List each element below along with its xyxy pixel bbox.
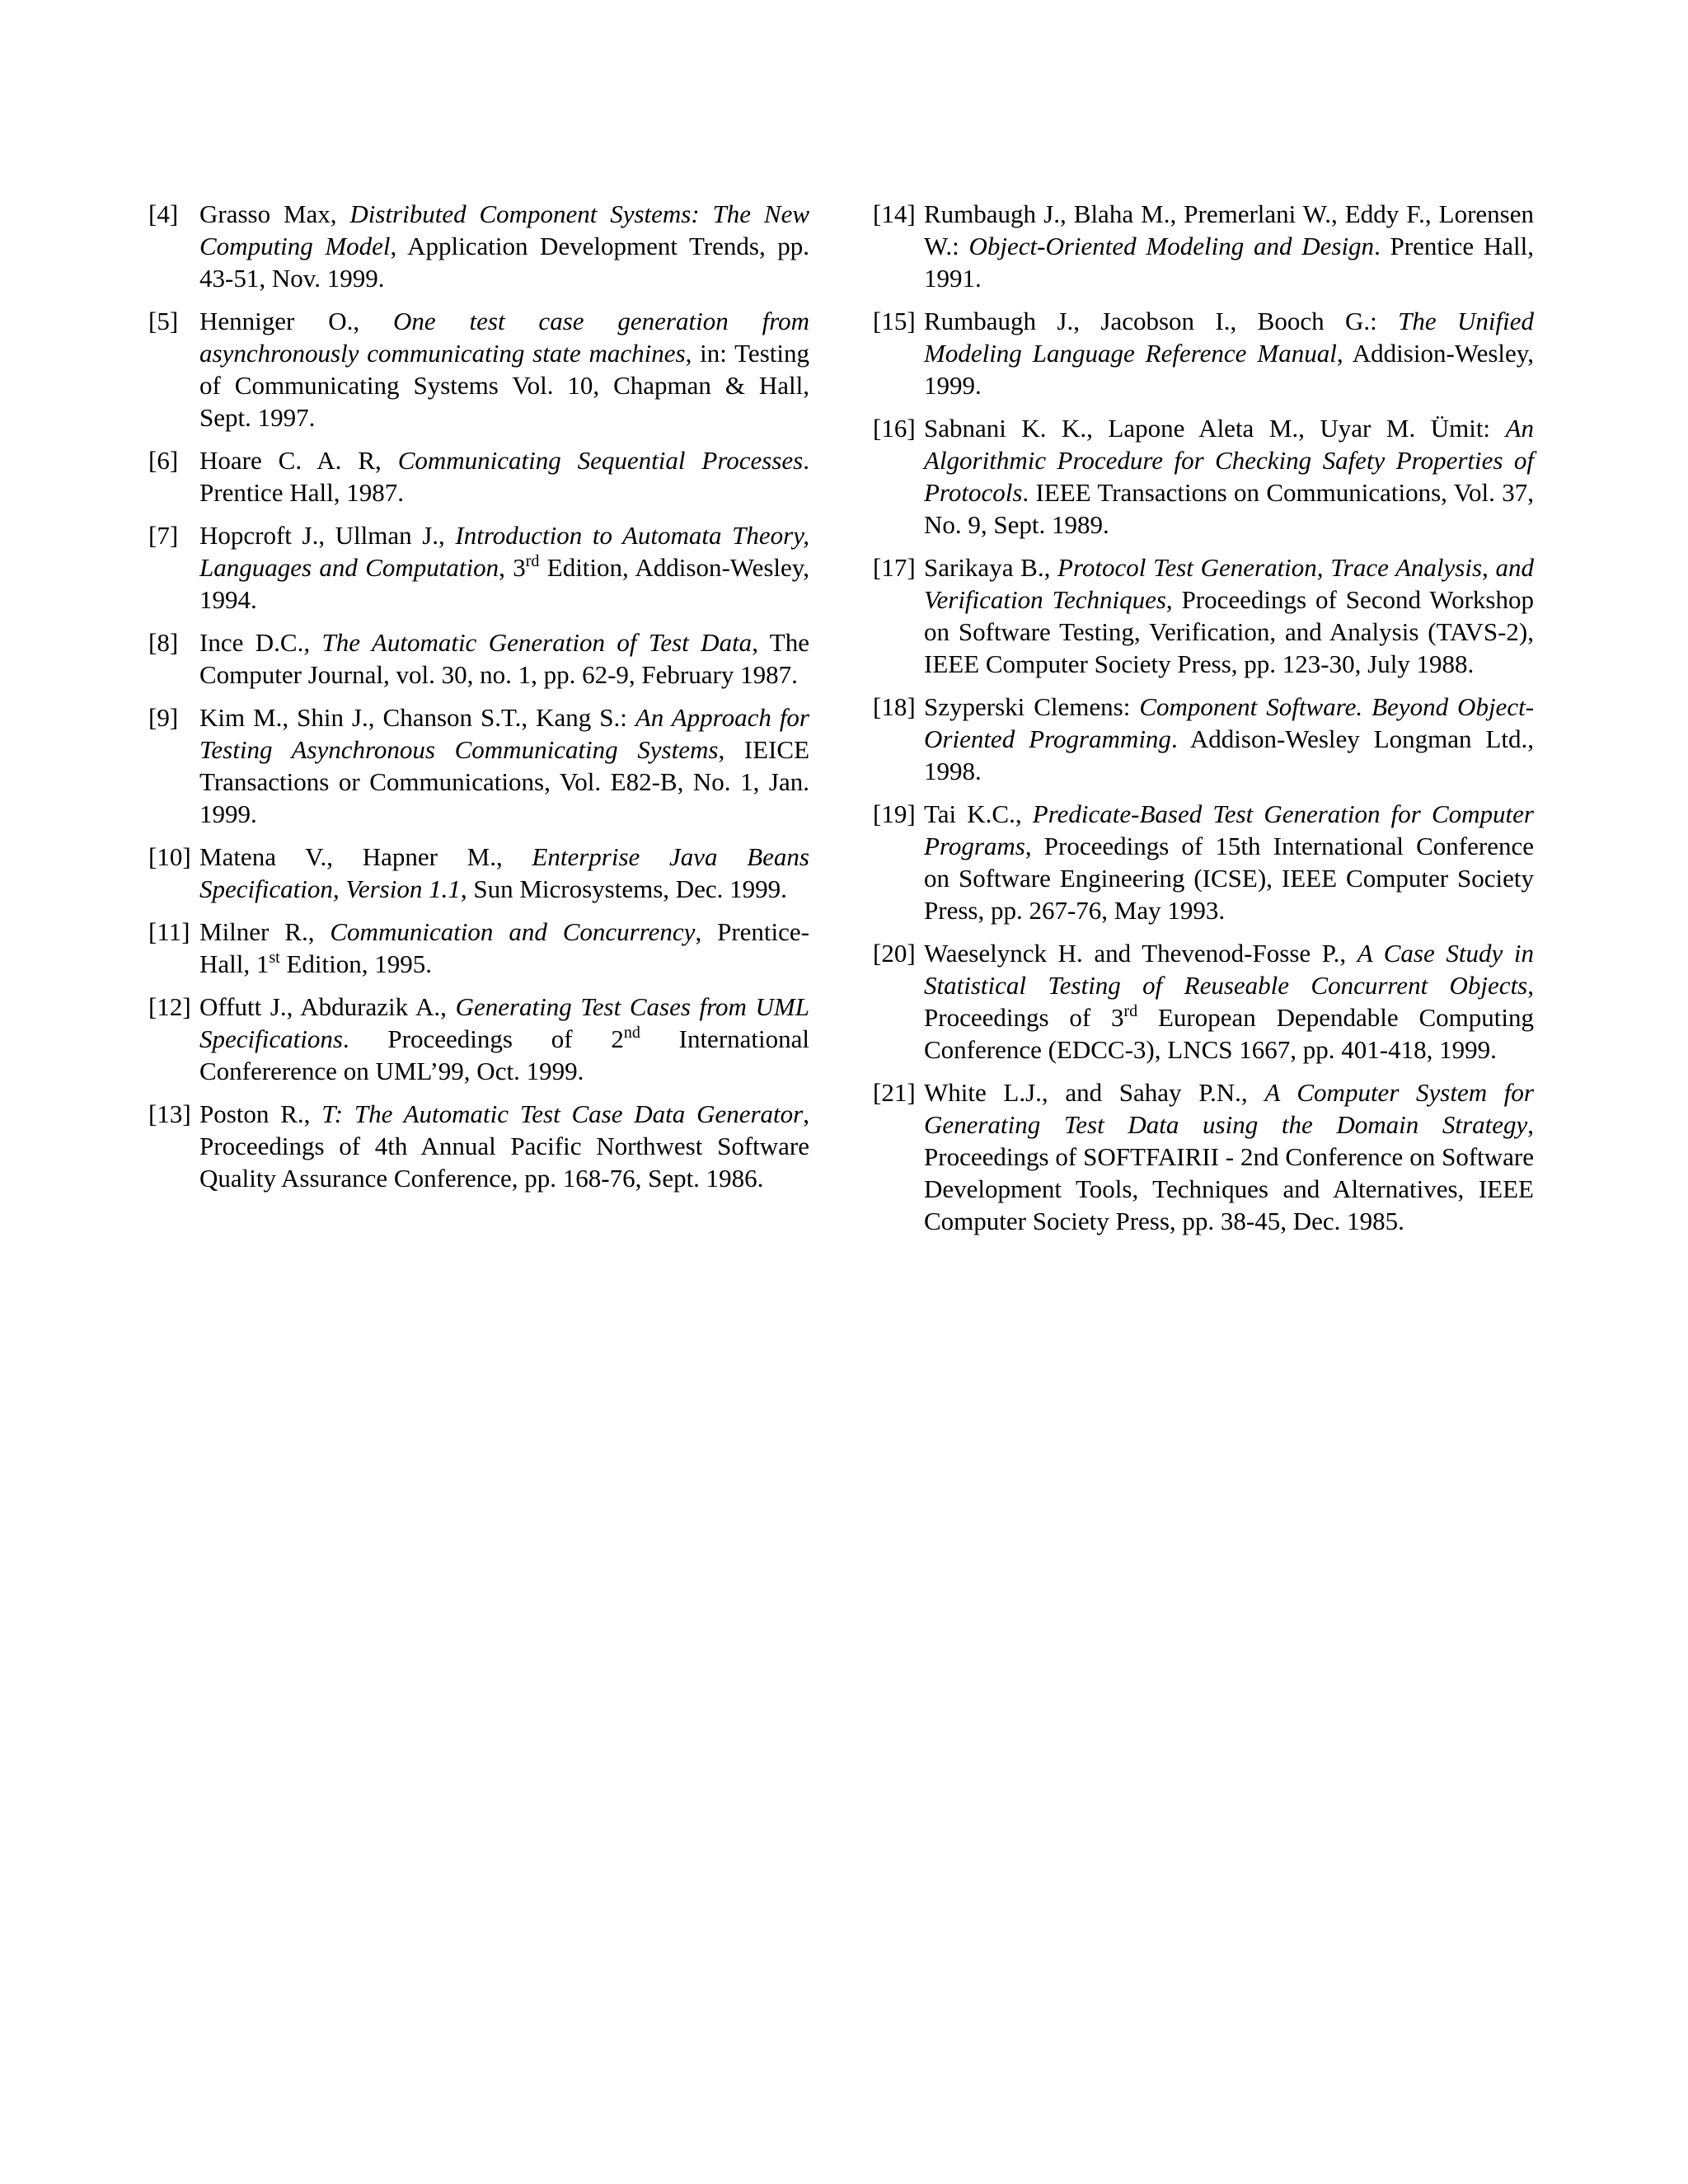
reference-number: [8] xyxy=(148,628,179,657)
reference-text-segment: , Addision-Wesley, 1999. xyxy=(924,339,1534,400)
reference-item xyxy=(148,198,809,294)
reference-text-segment: , in: Testing of Communicating Systems Vol. 10, Chapman & Hall, Sept. 1997. xyxy=(199,339,809,432)
reference-text-segment: Matena V., Hapner M., xyxy=(199,842,532,871)
reference-superscript: rd xyxy=(1123,1002,1138,1020)
reference-number: [6] xyxy=(148,446,179,475)
reference-text-segment: Edition, Addison-Wesley, 1994. xyxy=(199,553,810,614)
reference-number: [19] xyxy=(873,799,916,828)
reference-text-segment: Hopcroft J., Ullman J., xyxy=(199,521,456,550)
reference-text xyxy=(199,628,809,689)
reference-text-segment: , Prentice-Hall, 1 xyxy=(199,917,809,978)
reference-text-segment: . Addison-Wesley Longman Ltd., 1998. xyxy=(924,724,1534,785)
reference-text-segment: . Prentice Hall, 1991. xyxy=(924,232,1534,293)
reference-title: Protocol Test Generation, Trace Analysis, and Verification Techniques xyxy=(924,553,1534,614)
reference-text-segment: Rumbaugh J., Jacobson I., Booch G.: xyxy=(924,307,1399,335)
reference-number: [21] xyxy=(873,1078,916,1107)
references-left-column xyxy=(148,198,809,1205)
reference-number: [12] xyxy=(148,992,191,1021)
reference-number: [20] xyxy=(873,939,916,968)
reference-number: [9] xyxy=(148,703,179,732)
reference-superscript: rd xyxy=(525,552,540,570)
reference-text xyxy=(199,703,809,828)
reference-superscript: st xyxy=(269,949,280,967)
reference-text xyxy=(924,1078,1534,1235)
reference-item xyxy=(873,412,1534,541)
reference-title: Introduction to Automata Theory, Languages and Computation xyxy=(199,521,809,582)
reference-text-segment: . Proceedings of 2 xyxy=(342,1024,624,1053)
reference-text-segment: . IEEE Transactions on Communications, Vol. 37, No. 9, Sept. 1989. xyxy=(924,478,1534,539)
reference-text xyxy=(199,1099,809,1193)
reference-title: Enterprise Java Beans Specification, Version 1.1 xyxy=(199,842,809,903)
reference-item xyxy=(873,198,1534,294)
reference-superscript: nd xyxy=(623,1024,640,1042)
reference-item xyxy=(873,305,1534,401)
reference-text-segment: Sabnani K. K., Lapone Aleta M., Uyar M. Ümit: xyxy=(924,414,1506,443)
reference-title: An Approach for Testing Asynchronous Communicating Systems xyxy=(199,703,809,764)
references-right-column xyxy=(873,198,1534,1248)
reference-item xyxy=(148,1098,809,1194)
reference-text-segment: Hoare C. A. R, xyxy=(199,446,398,475)
reference-item xyxy=(148,991,809,1087)
reference-text-segment: , Proceedings of SOFTFAIRII - 2nd Conference on Software Development Tools, Techniques and Alternatives, IEEE Computer Society Press, pp. 38-45, Dec. 1985. xyxy=(924,1110,1534,1235)
reference-item xyxy=(873,1076,1534,1237)
reference-text-segment: Kim M., Shin J., Chanson S.T., Kang S.: xyxy=(199,703,635,732)
reference-text-segment: Milner R., xyxy=(199,917,331,946)
reference-title: Distributed Component Systems: The New Computing Model xyxy=(199,199,810,260)
reference-text-segment: International Confererence on UML’99, Oct. 1999. xyxy=(199,1024,809,1085)
reference-item xyxy=(148,841,809,905)
reference-text-segment: Edition, 1995. xyxy=(279,949,432,978)
reference-item xyxy=(873,798,1534,926)
reference-text xyxy=(199,521,809,614)
reference-title: T: The Automatic Test Case Data Generator xyxy=(321,1099,804,1128)
reference-text xyxy=(199,446,809,507)
reference-number: [13] xyxy=(148,1099,191,1128)
reference-text-segment: Sarikaya B., xyxy=(924,553,1058,582)
reference-title: Object-Oriented Modeling and Design xyxy=(968,232,1375,260)
reference-text-segment: Offutt J., Abdurazik A., xyxy=(199,992,456,1021)
reference-text xyxy=(924,939,1534,1064)
reference-title: Communicating Sequential Processes xyxy=(397,446,804,475)
reference-number: [5] xyxy=(148,307,179,335)
reference-item xyxy=(148,626,809,691)
reference-number: [14] xyxy=(873,199,916,228)
reference-number: [17] xyxy=(873,553,916,582)
reference-title: Component Software. Beyond Object-Oriented Programming xyxy=(924,692,1535,753)
reference-title: A Computer System for Generating Test Data using the Domain Strategy xyxy=(924,1078,1534,1139)
reference-text-segment: , Application Development Trends, pp. 43-51, Nov. 1999. xyxy=(199,232,809,293)
reference-text-segment: , Proceedings of 3 xyxy=(924,971,1534,1032)
reference-text xyxy=(199,992,809,1085)
reference-title: A Case Study in Statistical Testing of Reuseable Concurrent Objects xyxy=(924,939,1534,1000)
reference-number: [16] xyxy=(873,414,916,443)
reference-text-segment: , The Computer Journal, vol. 30, no. 1, pp. 62-9, February 1987. xyxy=(199,628,810,689)
reference-text-segment: Waeselynck H. and Thevenod-Fosse P., xyxy=(924,939,1357,968)
reference-item xyxy=(148,519,809,616)
reference-item xyxy=(148,444,809,509)
reference-item xyxy=(873,937,1534,1066)
reference-title: The Unified Modeling Language Reference Manual xyxy=(924,307,1534,368)
reference-title: One test case generation from asynchronously communicating state machines xyxy=(199,307,809,368)
reference-text-segment: , Proceedings of 15th International Conference on Software Engineering (ICSE), IEEE Computer Society Press, pp. 267-76, May 1993. xyxy=(924,832,1534,925)
reference-text xyxy=(199,917,809,978)
reference-text-segment: , Proceedings of 4th Annual Pacific Northwest Software Quality Assurance Conference, pp. 168-76, Sept. 1986. xyxy=(199,1099,809,1193)
reference-text-segment: . Prentice Hall, 1987. xyxy=(199,446,809,507)
reference-text-segment: Henniger O., xyxy=(199,307,393,335)
reference-title: Generating Test Cases from UML Specifications xyxy=(199,992,809,1053)
reference-title: An Algorithmic Procedure for Checking Safety Properties of Protocols xyxy=(924,414,1534,507)
reference-item xyxy=(148,305,809,434)
reference-text-segment: Poston R., xyxy=(199,1099,322,1128)
reference-text-segment: , Sun Microsystems, Dec. 1999. xyxy=(460,874,787,903)
reference-text-segment: , Proceedings of Second Workshop on Software Testing, Verification, and Analysis (TAVS-2), IEEE Computer Society Press, pp. 123-30, July 1988. xyxy=(924,585,1534,678)
reference-text-segment: Szyperski Clemens: xyxy=(924,692,1140,721)
reference-text xyxy=(924,199,1534,293)
reference-number: [10] xyxy=(148,842,191,871)
reference-text xyxy=(924,414,1534,539)
reference-text-segment: Tai K.C., xyxy=(924,799,1033,828)
reference-text-segment: Grasso Max, xyxy=(199,199,350,228)
reference-text-segment: , IEICE Transactions or Communications, Vol. E82-B, No. 1, Jan. 1999. xyxy=(199,735,809,828)
reference-item xyxy=(148,701,809,830)
reference-text xyxy=(199,842,809,903)
reference-title: Communication and Concurrency xyxy=(330,917,696,946)
reference-text xyxy=(199,307,809,432)
reference-text-segment: White L.J., and Sahay P.N., xyxy=(924,1078,1265,1107)
reference-number: [7] xyxy=(148,521,179,550)
reference-number: [4] xyxy=(148,199,179,228)
reference-text xyxy=(199,199,809,293)
reference-item xyxy=(873,691,1534,787)
reference-title: , The Automatic Generation of Test Data xyxy=(303,628,753,657)
reference-number: [11] xyxy=(148,917,190,946)
reference-text xyxy=(924,553,1534,678)
reference-text xyxy=(924,692,1534,785)
reference-text-segment: Ince D.C. xyxy=(199,628,304,657)
reference-text-segment: Rumbaugh J., Blaha M., Premerlani W., Eddy F., Lorensen W.: xyxy=(924,199,1534,260)
reference-title: Predicate-Based Test Generation for Computer Programs xyxy=(924,799,1534,860)
reference-number: [18] xyxy=(873,692,916,721)
reference-text xyxy=(924,799,1534,925)
reference-text-segment: , 3 xyxy=(499,553,526,582)
reference-item xyxy=(873,551,1534,680)
reference-item xyxy=(148,916,809,980)
reference-number: [15] xyxy=(873,307,916,335)
reference-text-segment: European Dependable Computing Conference (EDCC-3), LNCS 1667, pp. 401-418, 1999. xyxy=(924,1003,1534,1064)
reference-text xyxy=(924,307,1534,400)
